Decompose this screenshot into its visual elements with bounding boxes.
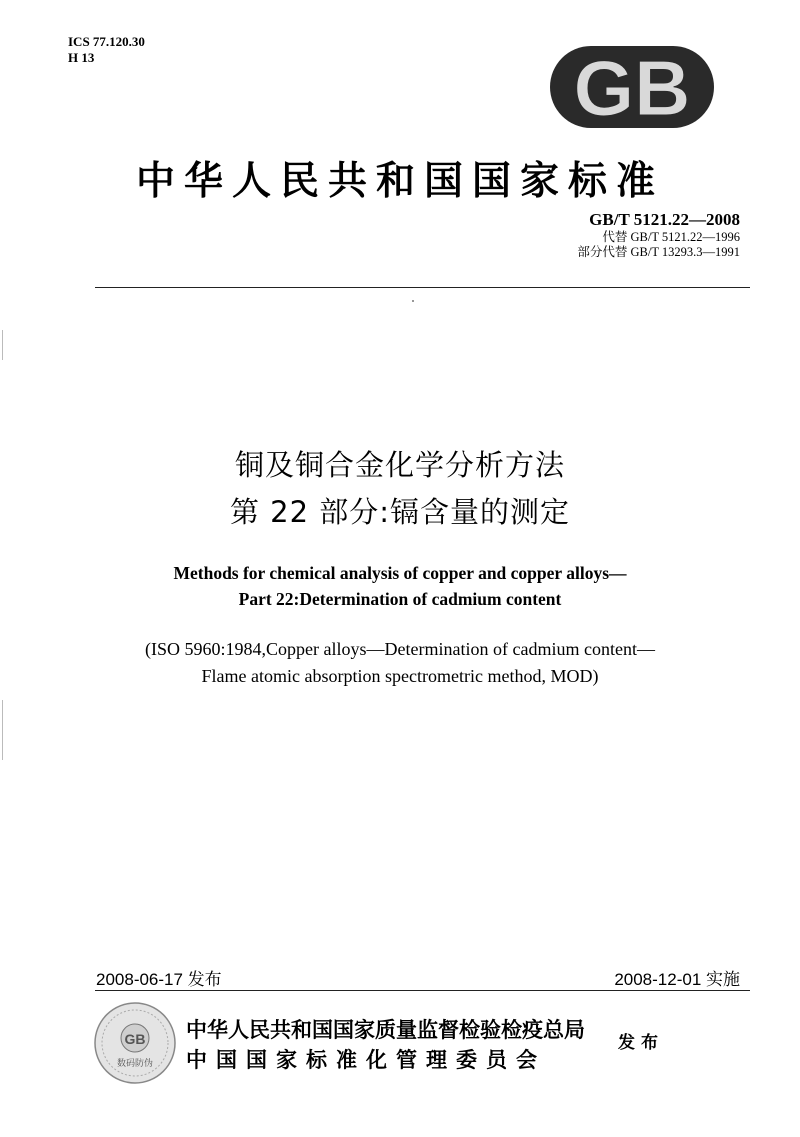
bottom-divider xyxy=(95,990,750,991)
iso-reference-line-2: Flame atomic absorption spectrometric method, MOD) xyxy=(201,666,599,686)
svg-text:GB: GB xyxy=(124,1031,146,1047)
replaces-standard: 代替 GB/T 5121.22—1996 xyxy=(602,230,740,244)
chinese-title-line-1: 铜及铜合金化学分析方法 xyxy=(234,448,565,482)
english-title-line-1: Methods for chemical analysis of copper and copper alloys— xyxy=(173,563,627,583)
scan-edge-mark xyxy=(2,330,3,360)
issuer-line-1: 中华人民共和国国家质量监督检验检疫总局 xyxy=(186,1017,585,1042)
gb-logo-text: GB xyxy=(573,44,691,132)
english-title-line-2: Part 22:Determination of cadmium content xyxy=(238,589,562,609)
seal-text: 数码防伪 xyxy=(116,1059,154,1069)
publish-label: 发布 xyxy=(618,1033,664,1053)
standard-header-title: 中华人民共和国国家标准 xyxy=(135,158,664,204)
anti-counterfeit-seal-icon xyxy=(92,1000,178,1086)
chinese-title-line-2: 第 22 部分:镉含量的测定 xyxy=(229,495,571,529)
iso-reference-line-1: (ISO 5960:1984,Copper alloys—Determination of cadmium content— xyxy=(145,639,655,659)
partially-replaces-standard: 部分代替 GB/T 13293.3—1991 xyxy=(577,245,740,259)
scan-speck xyxy=(412,300,414,302)
issuer-line-2: 中国国家标准化管理委员会 xyxy=(186,1047,546,1072)
classification-codes xyxy=(68,34,145,66)
implementation-date: 2008-12-01 实施 xyxy=(614,970,740,989)
issue-date: 2008-06-17 发布 xyxy=(96,970,222,989)
ics-code: ICS 77.120.30 xyxy=(68,34,145,49)
top-divider xyxy=(95,287,750,288)
standard-codes xyxy=(577,210,740,260)
scan-edge-mark xyxy=(2,700,3,760)
standard-number: GB/T 5121.22—2008 xyxy=(589,210,740,229)
gb-logo xyxy=(548,40,716,132)
ccs-code: H 13 xyxy=(68,50,95,65)
